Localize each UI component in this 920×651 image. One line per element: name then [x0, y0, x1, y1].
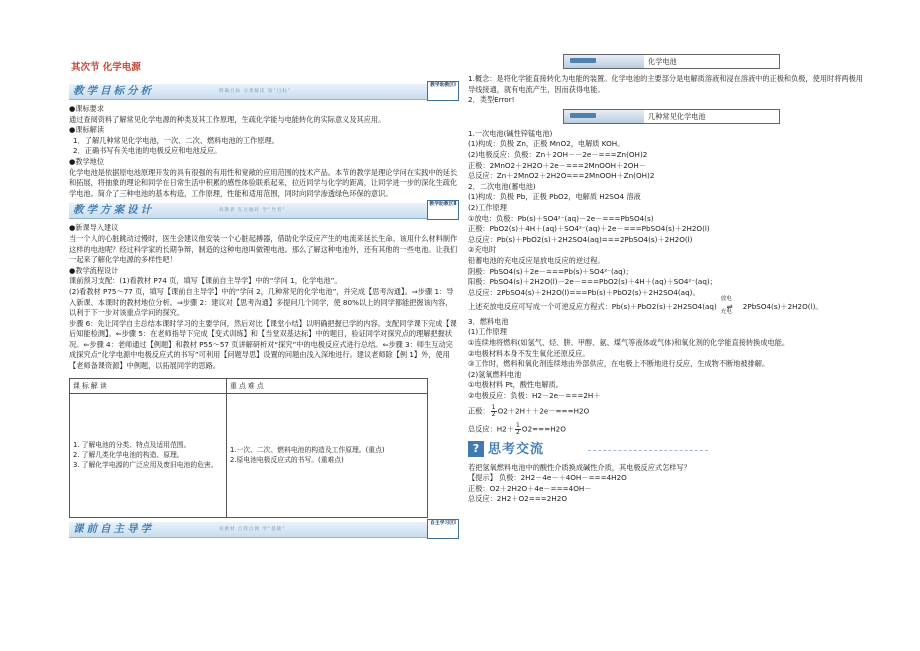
paragraph: (1)构成：负极 Pb，正极 PbO2，电解质 H2SO4 溶液 — [468, 192, 641, 202]
divider — [588, 450, 708, 451]
heading: 1.一次电池(碱性锌锰电池) — [468, 128, 553, 138]
heading-flow: ●教学流程设计 — [69, 265, 119, 275]
equation — [468, 405, 868, 418]
cell-line: 1.一次、二次、燃料电池的构造及工作原理。(重点) — [230, 446, 385, 455]
equation: 正极：O2＋2H2O＋4e－===4OH－ — [468, 483, 592, 493]
arrow-label-discharge: 放电 — [720, 296, 732, 303]
hint: 【提示】 负极：2H2－4e－＋4OH－===4H2O — [468, 473, 627, 483]
heading: 3．燃料电池 — [468, 316, 509, 326]
paragraph: 步骤 6：先让同学自主总结本课时学习的主要学问，然后对比【课堂小结】以明确把握已学的内容。支配同学课下完成【课后知能检测】。⇐步骤 5：在老师指导下完成【变式训练】和【当堂双基达标】中的题目，验证同学对探究点的理解把握状况。⇐步骤 4：老师通过【例题】和教材 P55～57 页讲解研析对“探究”中的电极反应式进行总结。⇐步骤 3：师生互动完成探究点“化学电源中电极反应式的书写”可利用【问题导思】设置的问题由浅入深地进行。建议老师除【例 1】外，使用【老师备课资源】中例题，以拓展同学的思路。 — [69, 318, 457, 371]
paragraph: 当一个人的心脏跳动过慢时，医生会建议他安装一个心脏起搏器，借助化学反应产生的电流来延长生命。该用什么材料制作这样的电池呢？经过科学家的长期争辩，制造的这种电池叫做锂电池。那么了解这种电池外，还有其他的一些电池。让我们一起来了解化学电源的多样性吧！ — [69, 233, 458, 265]
banner-badge: 自主学习区Ⅰ — [427, 519, 459, 539]
question-icon: ? — [468, 441, 484, 457]
equation-prefix: 正极： — [468, 406, 490, 416]
paragraph: 2．类型Error! — [468, 95, 515, 105]
banner-title: 教学目标分析 — [73, 85, 154, 97]
reversible-equation — [468, 296, 868, 316]
cell-line: 1. 了解电池的分类、特点及适用范围。 — [73, 441, 191, 450]
fraction-denominator: 2 — [516, 428, 520, 436]
heading: ②充电时 — [468, 245, 497, 255]
equation: 阴极：PbSO4(s)＋2e－===Pb(s)＋SO4²⁻(aq)； — [468, 266, 633, 276]
arrow-label-charge: 充电 — [720, 309, 732, 316]
heading: (2)工作原理 — [468, 202, 507, 212]
reversible-arrow: 放电 ⇌ 充电 — [720, 296, 733, 316]
self-study-banner — [69, 522, 459, 538]
equation: 总反应：2PbSO4(s)＋2H2O(l)===Pb(s)＋PbO2(s)＋2H2SO4(aq)。 — [468, 287, 700, 297]
label-text: 几种常见化学电池 — [648, 111, 706, 121]
think-exchange-banner — [468, 440, 868, 460]
banner-badge: 教学助教区Ⅱ — [427, 200, 459, 220]
equation: 阳极：PbSO4(s)＋2H2O(l)－2e－===PbO2(s)＋4H＋(aq)＋SO4²⁻(aq)； — [468, 277, 717, 287]
equation — [468, 423, 868, 436]
list-item: 1．了解几种常见化学电池，一次、二次、燃料电池的工作原理。 — [73, 135, 279, 145]
knowledge-label-box — [563, 109, 780, 124]
banner-title: 教学方案设计 — [73, 204, 154, 217]
cell-line: 2. 了解几类化学电池的构造、原理。 — [73, 451, 184, 460]
knowledge-label-box — [563, 54, 780, 69]
equation: 总反应：Pb(s)＋PbO2(s)＋2H2SO4(aq)===2PbSO4(s)＋2H2O(l) — [468, 234, 693, 244]
equation: 总反应：Zn＋2MnO2＋2H2O===2MnOOH＋Zn(OH)2 — [468, 171, 655, 181]
label-decoration — [564, 110, 644, 123]
heading: (2)氢氧燃料电池 — [468, 369, 522, 379]
equation-body: O2===H2O — [521, 424, 566, 434]
paragraph: (1)构成：负极 Zn，正极 MnO2，电解质 KOH。 — [468, 139, 625, 149]
heading-position: ●教学地位 — [69, 156, 105, 166]
paragraph: 铅蓄电池的充电反应是放电反应的逆过程。 — [468, 255, 605, 265]
equation-right: 2PbSO4(s)＋2H2O(l)。 — [742, 302, 823, 312]
heading-curriculum: ●课标要求 — [69, 104, 105, 113]
paragraph: 化学电池是依据原电池原理开发的具有很强的有用性和宽敞的应用范围的技术产品。本节的教学是理论学问在实践中的延长和拓展，将抽象的理论和同学在日常生活中积累的感性体验联系起来，拉近同学与化学的距离，让同学进一步的深化生疏化学电池。简介了三种电池的基本构造，工作原理，性能和适用范围，同时向同学渗透绿色环保的意识。 — [69, 167, 458, 198]
fraction — [490, 405, 498, 418]
table-cell — [70, 393, 227, 517]
question: 若把氢氧燃料电池中的酸性介质换成碱性介质，其电极反应式怎样写？ — [468, 462, 691, 472]
table-row — [70, 378, 428, 393]
equation-body: O2＋2H＋＋2e－===H2O — [497, 406, 590, 416]
table-header: 重 点 难 点 — [227, 378, 428, 393]
right-column — [468, 54, 868, 505]
paragraph: 1.概念：是将化学能直接转化为电能的装置。化学电池的主要部分是电解质溶液和浸在溶液中的正极和负极，使用时将两极用导线接通，就有电流产生，因而获得电能。 — [468, 74, 863, 94]
paragraph: 通过查阅资料了解常见化学电源的种类及其工作原理，生疏化学能与电能转化的实际意义及其应用。 — [69, 114, 386, 124]
fraction-numerator: 1 — [491, 403, 496, 411]
banner-slogan: 明确目标 分类解读 知“目标” — [219, 89, 292, 94]
banner-slogan: 说教者 在这抛砖 学“导者” — [219, 208, 286, 214]
heading: (1)工作原理 — [468, 327, 507, 337]
heading-interpretation: ●课标解读 — [69, 125, 105, 135]
plan-banner — [69, 203, 459, 219]
fraction-denominator: 2 — [491, 410, 496, 418]
paragraph: 课前预习支配：(1)看教材 P74 页，填写【课前自主导学】中的“学问 1，化学电池”。 — [69, 276, 342, 286]
list-item: 2．正确书写有关电池的电极反应和电池反应。 — [73, 146, 222, 156]
heading-intro: ●新课导入建议 — [69, 223, 119, 233]
equation: 正极：PbO2(s)＋4H＋(aq)＋SO4²⁻(aq)＋2e－===PbSO4(s)＋2H2O(l) — [468, 224, 710, 234]
paragraph: (2)看教材 P75～77 页，填写【课前自主导学】中的“学问 2，几种常见的化学电池”，并完成【思考沟通】。⇒步骤 1：导入新课、本课时的教材地位分析。⇒步骤 2：建议对【思考沟通】多提问几个同学，使 80%以上的同学都能把握该内容，以利于下一步对该重点学问的探究。 — [69, 286, 454, 318]
equation-prefix: 总反应：H2＋ — [468, 424, 514, 434]
table-header: 课 标 解 读 — [70, 378, 227, 393]
table-cell — [227, 393, 428, 517]
objectives-banner — [69, 84, 459, 100]
paragraph: ①电极材料 Pt，酸性电解质。 — [468, 380, 563, 390]
banner-slogan: 说教材 自我自测 学“基础” — [219, 526, 286, 532]
objectives-table — [69, 378, 428, 518]
banner-badge: 教学助教区Ⅰ — [427, 81, 459, 101]
section-title: 其次节 化学电源 — [71, 62, 141, 73]
left-column — [69, 60, 459, 542]
equation: 总反应：2H2＋O2===2H2O — [468, 494, 567, 504]
think-title: 思考交流 — [488, 441, 545, 457]
label-text: 化学电池 — [648, 57, 677, 66]
fraction — [514, 423, 522, 436]
heading: 2．二次电池(蓄电池) — [468, 181, 536, 191]
label-decoration — [564, 55, 644, 68]
fraction-numerator: 1 — [516, 421, 520, 429]
equation: (2)电极反应：负极：Zn＋2OH－－2e－===Zn(OH)2 — [468, 149, 648, 159]
paragraph: ③工作时，燃料和氧化剂连续地由外部供应，在电极上不断地进行反应，生成物不断地被排解。 — [468, 359, 770, 369]
table-row — [70, 393, 428, 517]
equation-left: 上述充放电反应可写成一个可逆反应方程式：Pb(s)＋PbO2(s)＋2H2SO4(aq) — [468, 302, 717, 312]
equation: ②电极反应：负极：H2－2e－===2H＋ — [468, 391, 601, 401]
cell-line: 2.原电池电极反应式的书写。(重难点) — [230, 456, 344, 465]
equation: ①放电：负极：Pb(s)＋SO4²⁻(aq)－2e－===PbSO4(s) — [468, 213, 654, 223]
banner-title: 课前自主导学 — [73, 522, 154, 535]
paragraph: ②电极材料本身不发生氧化还原反应。 — [468, 348, 590, 358]
equation: 正极：2MnO2＋2H2O＋2e－===2MnOOH＋2OH－ — [468, 160, 647, 170]
paragraph: ①连续地将燃料(如氢气、烃、肼、甲醇、氨、煤气等液体或气体)和氧化剂的化学能直接转换成电能。 — [468, 338, 790, 348]
cell-line: 3. 了解化学电源的广泛应用及废旧电池的危害。 — [73, 461, 218, 470]
